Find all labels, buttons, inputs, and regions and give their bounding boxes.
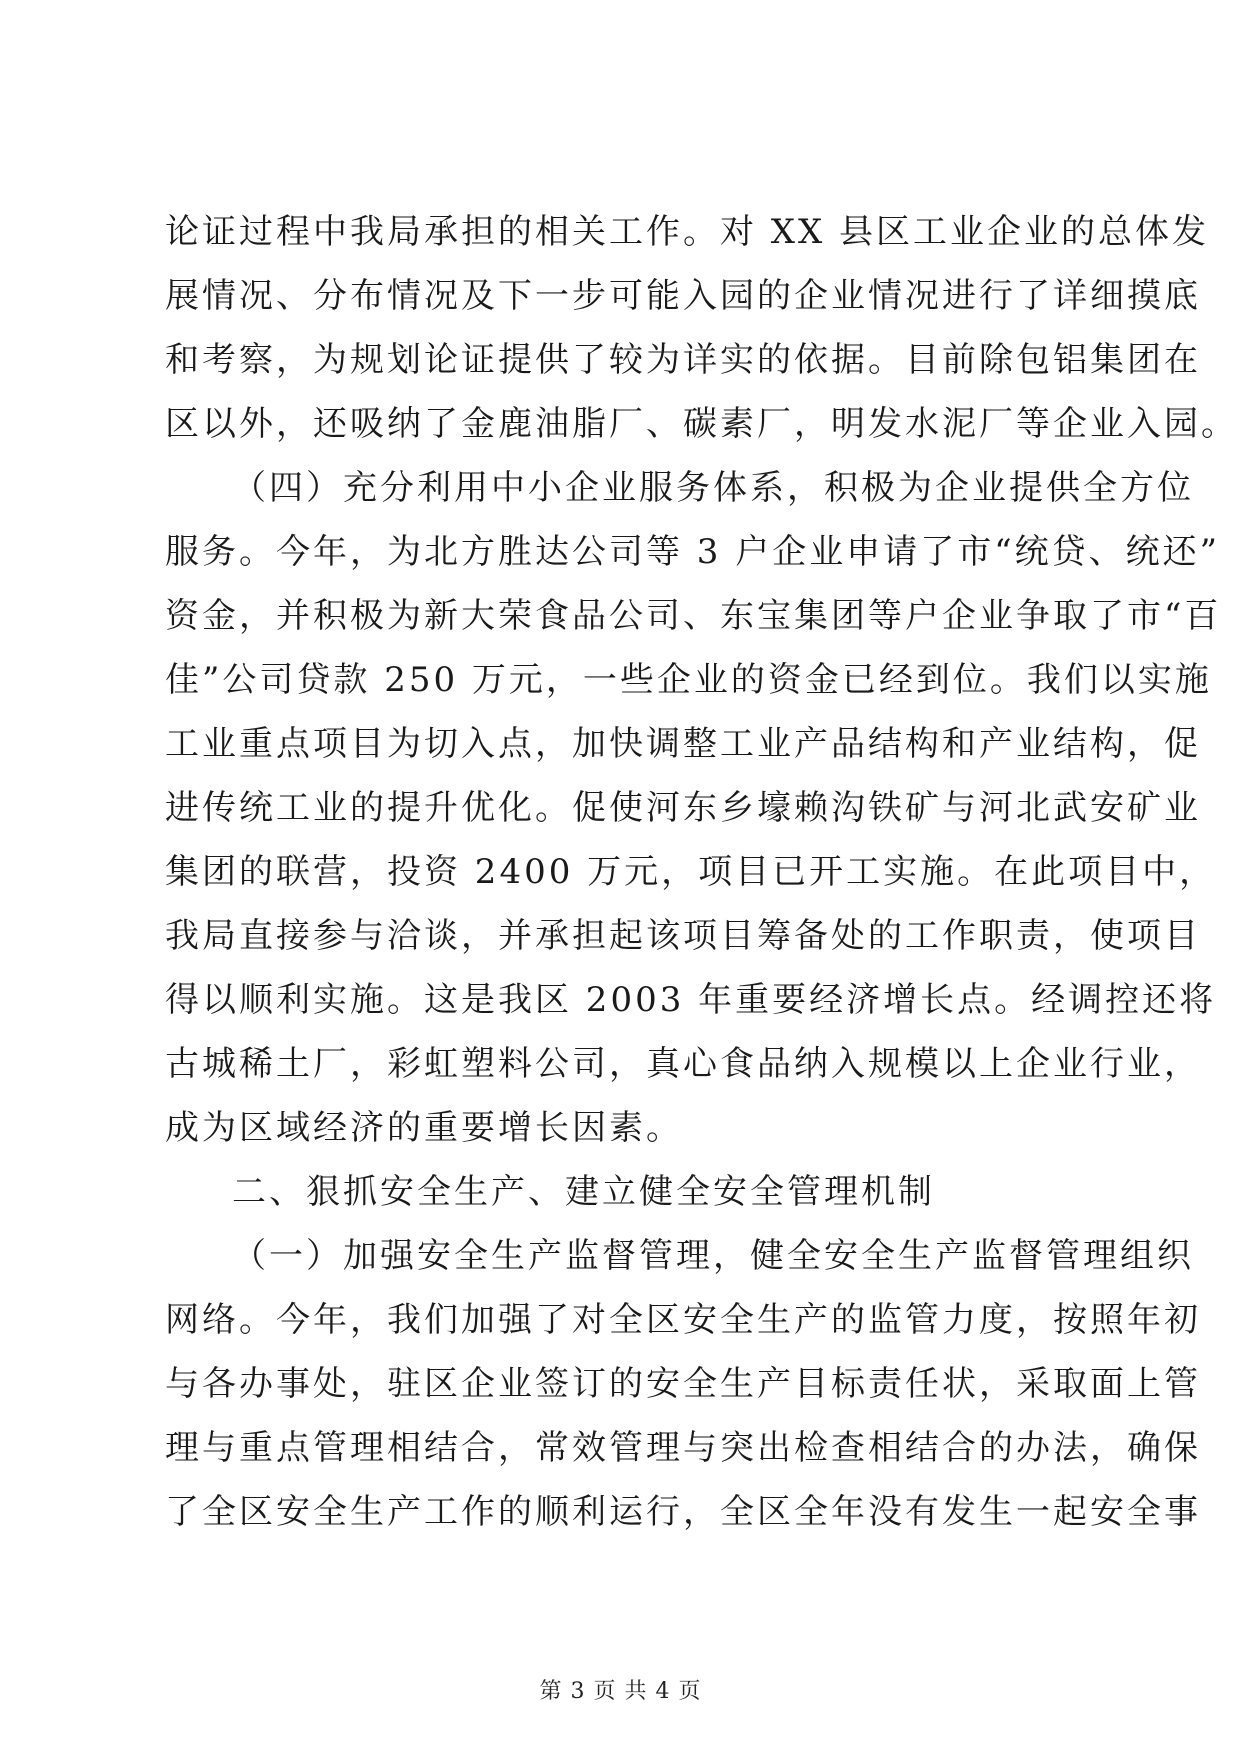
text-line: 服务。今年，为北方胜达公司等 3 户企业申请了市“统贷、统还”: [165, 532, 1221, 572]
text-line: 资金，并积极为新大荣食品公司、东宝集团等户企业争取了市“百: [165, 596, 1222, 636]
text-line: 古城稀土厂，彩虹塑料公司，真心食品纳入规模以上企业行业，: [165, 1044, 1201, 1084]
text-line: 和考察，为规划论证提供了较为详实的依据。目前除包铝集团在: [165, 340, 1201, 380]
text-line: 展情况、分布情况及下一步可能入园的企业情况进行了详细摸底: [165, 276, 1201, 316]
text-line: 得以顺利实施。这是我区 2003 年重要经济增长点。经调控还将: [165, 980, 1217, 1020]
text-line: 成为区域经济的重要增长因素。: [165, 1108, 683, 1148]
paragraph-start-line: （四）充分利用中小企业服务体系，积极为企业提供全方位: [232, 468, 1194, 508]
page-number-footer: 第 3 页 共 4 页: [539, 1679, 702, 1704]
text-line: 我局直接参与洽谈，并承担起该项目筹备处的工作职责，使项目: [165, 916, 1201, 956]
text-line: 论证过程中我局承担的相关工作。对 XX 县区工业企业的总体发: [165, 212, 1210, 252]
text-line: 集团的联营，投资 2400 万元，项目已开工实施。在此项目中，: [165, 852, 1217, 892]
text-line: 区以外，还吸纳了金鹿油脂厂、碳素厂，明发水泥厂等企业入园。: [165, 404, 1238, 444]
section-heading: 二、狠抓安全生产、建立健全安全管理机制: [232, 1172, 935, 1212]
text-line: 网络。今年，我们加强了对全区安全生产的监管力度，按照年初: [165, 1300, 1201, 1340]
paragraph-start-line: （一）加强安全生产监督管理，健全安全生产监督管理组织: [232, 1236, 1194, 1276]
text-line: 了全区安全生产工作的顺利运行，全区全年没有发生一起安全事: [165, 1492, 1201, 1532]
text-line: 工业重点项目为切入点，加快调整工业产品结构和产业结构，促: [165, 724, 1201, 764]
text-line: 与各办事处，驻区企业签订的安全生产目标责任状，采取面上管: [165, 1364, 1201, 1404]
text-line: 佳”公司贷款 250 万元，一些企业的资金已经到位。我们以实施: [165, 660, 1212, 700]
text-line: 进传统工业的提升优化。促使河东乡壕赖沟铁矿与河北武安矿业: [165, 788, 1201, 828]
text-line: 理与重点管理相结合，常效管理与突出检查相结合的办法，确保: [165, 1428, 1201, 1468]
